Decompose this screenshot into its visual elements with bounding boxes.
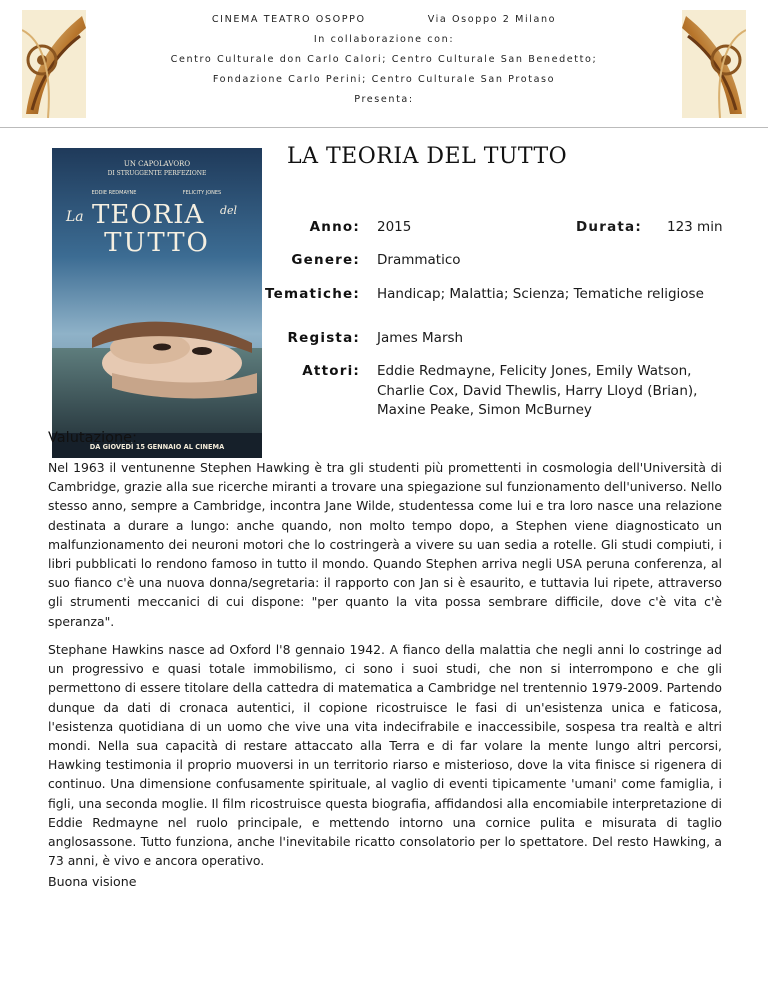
movie-poster <box>52 148 262 458</box>
tematiche-label: Tematiche: <box>265 286 360 302</box>
poster-title-la: La <box>66 209 84 225</box>
film-title: LA TEORIA DEL TUTTO <box>287 144 568 169</box>
genere-label: Genere: <box>291 252 360 268</box>
regista-value: James Marsh <box>377 330 464 346</box>
poster-title-del: del <box>220 204 238 217</box>
page-header <box>0 0 768 128</box>
durata-value: 123 min <box>667 219 723 235</box>
genere-value: Drammatico <box>377 252 461 268</box>
header-divider <box>0 127 768 128</box>
poster-title-teoria: TEORIA <box>92 200 205 230</box>
poster-actor-2: FELICITY JONES <box>182 190 222 196</box>
poster-actor-1: EDDIE REDMAYNE <box>91 190 137 196</box>
header-collaboration: In collaborazione con: <box>313 34 455 45</box>
header-partners-2: Fondazione Carlo Perini; Centro Culturale San Protaso <box>212 74 556 85</box>
anno-label: Anno: <box>309 219 360 235</box>
poster-release-date: DA GIOVEDÌ 15 GENNAIO AL CINEMA <box>89 443 225 451</box>
header-cinema-line <box>0 14 768 25</box>
durata-label: Durata: <box>576 219 642 235</box>
closing-text: Buona visione <box>48 874 137 889</box>
attori-label: Attori: <box>302 363 360 379</box>
regista-label: Regista: <box>287 330 360 346</box>
review-paragraph-1: Nel 1963 il ventunenne Stephen Hawking è tra gli studenti più promettenti in cosmologia dell'Università di Cambridge, grazie alla sue ricerche miranti a trovare una spiegazione sul funzionamento dell'universo. Nello stesso anno, sempre a Cambridge, incontra Jane Wilde, studentessa come lui e tra loro nasce una relazione destinata a durare a lungo: anche quando, non molto tempo dopo, a Stephen viene diagnosticato un malfunzionamento dei neuroni motori che lo costringerà a vivere su uan sedia a rotelle. Gli studi compiuti, i libri pubblicati lo rendono famoso in tutto il mondo. Quando Stephen arriva negli USA peruna conferenza, al suo fianco c'è una nuova donna/segretaria: il rapporto con Jan si è esaurito, e tuttavia lui ripete, attraverso gli strumenti meccanici di cui dispone: "per quanto la vita possa sembrare difficile, dove c'è vita c'è speranza". <box>48 460 723 629</box>
attori-value: Eddie Redmayne, Felicity Jones, Emily Watson, Charlie Cox, David Thewlis, Harry Lloyd (Brian), Maxine Peake, Simon McBurney <box>377 363 698 418</box>
poster-tagline-2: DI STRUGGENTE PERFEZIONE <box>107 170 207 177</box>
poster-artwork <box>52 148 262 458</box>
anno-value: 2015 <box>377 219 412 235</box>
review-paragraph-2: Stephane Hawkins nasce ad Oxford l'8 gennaio 1942. A fianco della malattia che negli anni lo costringe ad un progressivo e quasi totale immobilismo, ci sono i suoi studi, che non si interrompono e che gli permettono di essere titolare della cattedra di matematica a Cambridge nel trentennio 1979-2009. Partendo dunque da dati di cronaca autentici, il copione ricostruisce le fasi di un'esistenza unica e faticosa, l'esistenza quotidiana di un uomo che vive una vita indecifrabile e inaccessibile, sospesa tra realtà e altri mondi. Nella sua capacità di restare attaccato alla Terra e di far volare la mente lungo altri percorsi, Hawking testimonia il proprio muoversi in un territorio riarso e misterioso, dove la vita finisce si rigenera di continuo. Una dimensione confusamente spirituale, al vaglio di eventi tipicamente 'umani' come famiglia, i figli, una seconda moglie. Il film ricostruisce questa biografia, affidandosi alla encomiabile interpretazione di Eddie Redmayne nel ruolo principale, e mettendo intorno una cornice pulita e misurata di taglio anglosassone. Tutto funziona, anche l'inevitabile ricatto consolatorio per lo spettatore. Del resto Hawking, a 73 anni, è vivo e ancora operativo. <box>48 642 723 869</box>
header-partners-1: Centro Culturale don Carlo Calori; Centro Culturale San Benedetto; <box>170 54 598 65</box>
poster-tagline-1: UN CAPOLAVORO <box>123 160 191 168</box>
cinema-name: CINEMA TEATRO OSOPPO <box>211 14 366 25</box>
tematiche-value: Handicap; Malattia; Scienza; Tematiche religiose <box>377 286 704 302</box>
poster-title-tutto: TUTTO <box>104 228 210 258</box>
cinema-address: Via Osoppo 2 Milano <box>427 14 557 25</box>
header-presenta: Presenta: <box>354 94 414 105</box>
valutazione-heading: Valutazione: <box>48 430 137 446</box>
